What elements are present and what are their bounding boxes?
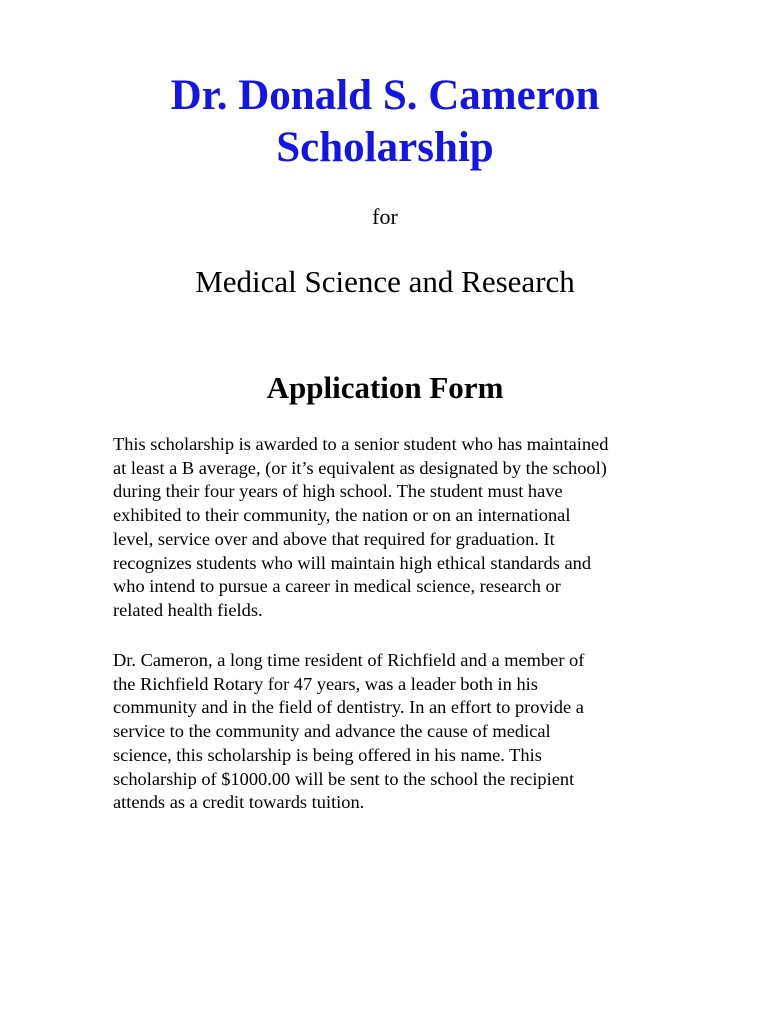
paragraph-line: at least a B average, (or it’s equivalent as designated by the school) — [113, 457, 607, 478]
paragraph-line: related health fields. — [113, 599, 263, 620]
title-line-2: Scholarship — [276, 124, 494, 171]
paragraph-line: community and in the field of dentistry. In an effort to provide a — [113, 697, 584, 718]
paragraph-line: who intend to pursue a career in medical science, research or — [113, 576, 561, 597]
biography-paragraph — [113, 649, 673, 815]
paragraph-line: This scholarship is awarded to a senior student who has maintained — [113, 434, 609, 454]
title-line-1: Dr. Donald S. Cameron — [170, 72, 600, 119]
paragraph-line: science, this scholarship is being offered in his name. This — [113, 744, 542, 765]
paragraph-line: recognizes students who will maintain high ethical standards and — [113, 552, 592, 573]
for-text: for — [372, 204, 398, 229]
paragraph-line: attends as a credit towards tuition. — [113, 792, 365, 813]
subject-heading: Medical Science and Research — [195, 264, 575, 299]
form-title: Application Form — [266, 370, 504, 405]
scholarship-title — [0, 70, 770, 174]
paragraph-line: during their four years of high school. The student must have — [113, 481, 563, 502]
paragraph-line: scholarship of $1000.00 will be sent to the school the recipient — [113, 768, 575, 789]
paragraph-line: the Richfield Rotary for 47 years, was a leader both in his — [113, 673, 538, 694]
paragraph-line: service to the community and advance the cause of medical — [113, 721, 551, 742]
paragraph-line: Dr. Cameron, a long time resident of Richfield and a member of — [113, 650, 585, 670]
eligibility-paragraph — [113, 433, 673, 623]
paragraph-line: exhibited to their community, the nation or on an international — [113, 505, 571, 526]
paragraph-line: level, service over and above that required for graduation. It — [113, 528, 555, 549]
